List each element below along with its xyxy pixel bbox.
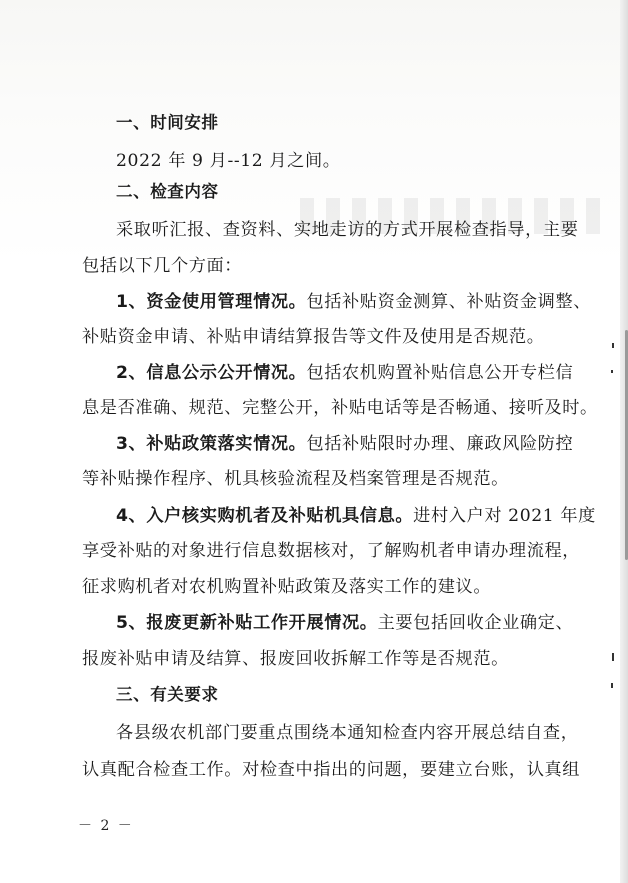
item-4-text-1: 进村入户对 2021 年度 <box>413 506 596 526</box>
section-1-heading: 一、时间安排 <box>116 113 219 132</box>
page-number: － 2 － <box>78 818 134 834</box>
item-4-line-3: 征求购机者对农机购置补贴政策及落实工作的建议。 <box>82 577 492 597</box>
item-5-text-1: 主要包括回收企业确定、 <box>377 613 574 633</box>
item-1-line-1 <box>116 291 591 313</box>
scan-speck <box>612 343 614 348</box>
section-3-heading: 三、有关要求 <box>116 685 219 704</box>
item-1-heading: 1、资金使用管理情况。 <box>116 292 307 312</box>
item-1-line-2: 补贴资金申请、补贴申请结算报告等文件及使用是否规范。 <box>82 327 545 347</box>
item-5-line-2: 报废补贴申请及结算、报废回收拆解工作等是否规范。 <box>82 649 509 669</box>
section-2-intro-line-2: 包括以下几个方面： <box>82 256 243 276</box>
item-1-text-1: 包括补贴资金测算、补贴资金调整、 <box>306 292 592 312</box>
scan-speck <box>611 683 613 688</box>
scan-speck <box>612 653 614 661</box>
item-3-text-1: 包括补贴限时办理、廉政风险防控 <box>306 434 574 454</box>
item-2-line-1 <box>116 362 573 384</box>
item-5-line-1 <box>116 612 573 634</box>
item-5-heading: 5、报废更新补贴工作开展情况。 <box>116 613 378 633</box>
item-2-text-1: 包括农机购置补贴信息公开专栏信 <box>306 363 574 383</box>
section-3-line-2: 认真配合检查工作。对检查中指出的问题，要建立台账，认真组 <box>82 760 581 780</box>
item-4-line-1 <box>116 505 596 527</box>
scan-speck <box>611 370 613 373</box>
section-1-text: 2022 年 9 月--12 月之间。 <box>116 151 341 171</box>
item-4-line-2: 享受补贴的对象进行信息数据核对，了解购机者申请办理流程， <box>82 541 581 561</box>
section-2-intro-line-1: 采取听汇报、查资料、实地走访的方式开展检查指导，主要 <box>116 220 579 240</box>
item-2-line-2: 息是否准确、规范、完整公开，补贴电话等是否畅通、接听及时。 <box>82 398 598 418</box>
section-3-line-1: 各县级农机部门要重点围绕本通知检查内容开展总结自查， <box>116 723 579 743</box>
item-4-heading: 4、入户核实购机者及补贴机具信息。 <box>116 506 414 526</box>
item-3-line-1 <box>116 433 573 455</box>
item-3-line-2: 等补贴操作程序、机具核验流程及档案管理是否规范。 <box>82 469 509 489</box>
item-2-heading: 2、信息公示公开情况。 <box>116 363 307 383</box>
item-3-heading: 3、补贴政策落实情况。 <box>116 434 307 454</box>
section-2-heading: 二、检查内容 <box>116 182 219 201</box>
